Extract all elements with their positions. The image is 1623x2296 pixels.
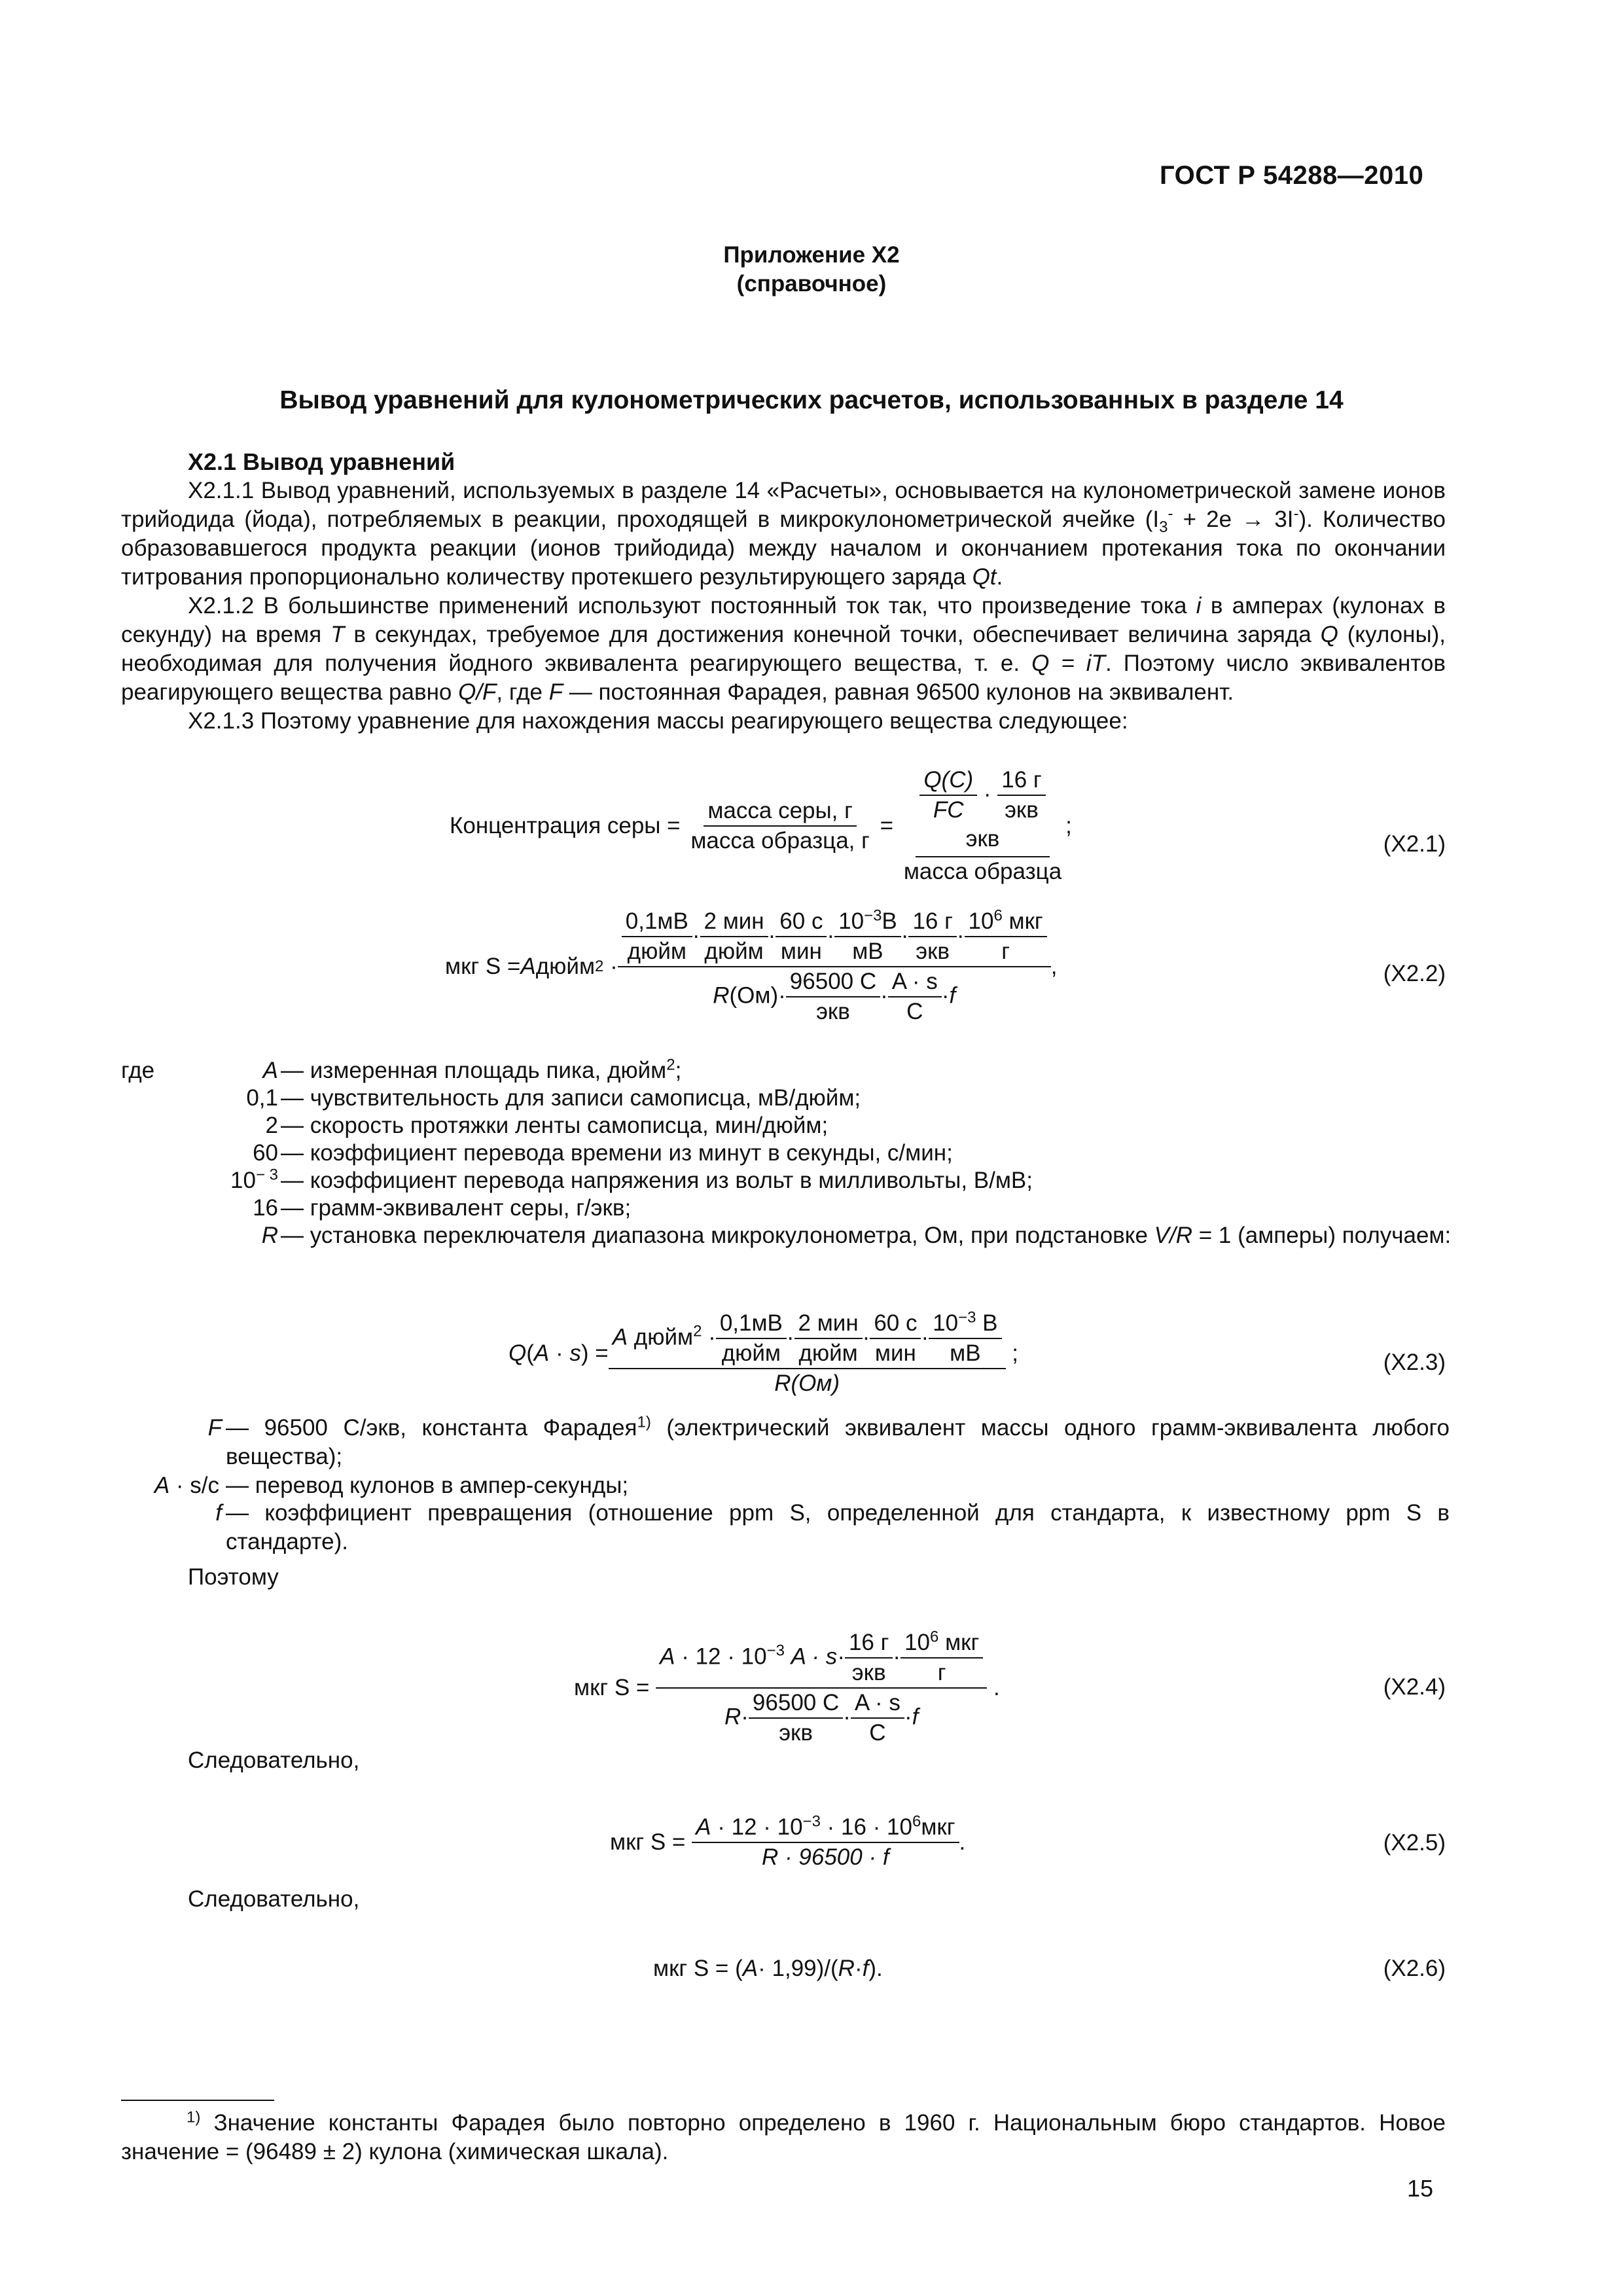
word-therefore: Поэтому bbox=[188, 1564, 279, 1590]
paragraph-x2-1-3: Х2.1.3 Поэтому уравнение для нахождения массы реагирующего вещества следующее: bbox=[188, 708, 1128, 734]
page-title: Вывод уравнений для кулонометрических расчетов, использованных в разделе 14 bbox=[279, 386, 1344, 414]
fraction-main: A дюйм$^2$ · $\frac{0,1мВ}{\text{дюйм}}$ · $\frac{\text{2 мин}}{\text{дюйм}}$ · $\frac{60 с}{\text{мин}}$ · $\frac{10^{-3} В}{мВ}$ R(Ом) bbox=[609, 1309, 1006, 1398]
annex-title: Приложение Х2 bbox=[723, 242, 900, 268]
fraction-main: $\frac{0,1мВ}{\text{дюйм}}$ · $\frac{\text{2 мин}}{\text{дюйм}}$ · $\frac{60 с}{\text{мин}}$ · $\frac{10^{-3}В}{мВ}$ · $\frac{16 г}{\text{экв}}$ · $\frac{10^6 мкг}{г}$ R(Ом)· $\frac{96500 C}{\text{экв}}$ · $\frac{A \cdot s}{C}$ ·f bbox=[618, 907, 1051, 1026]
word-consequently: Следовательно, bbox=[188, 1886, 360, 1912]
eq-lhs: Концентрация серы = bbox=[450, 813, 681, 838]
fraction-main: $\frac{A \cdot 12 \cdot 10^{-3} \cdot 16 \cdot 10^6мкг}{R \cdot 96500 \cdot f}$ bbox=[692, 1813, 959, 1872]
annex-status: (справочное) bbox=[736, 271, 887, 296]
equation-number: (X2.4) bbox=[1383, 1674, 1446, 1700]
fraction-compound: $\frac{Q(C)}{FC}$ · $\frac{16 г}{\text{экв}}$ экв масса образца bbox=[903, 767, 1062, 884]
fraction-mass: $\frac{\text{масса серы, г}}{\text{масса образца, г}}$ bbox=[690, 798, 870, 853]
equation-number: (X2.6) bbox=[1383, 1956, 1446, 1981]
equation-number: (X2.1) bbox=[1383, 831, 1446, 857]
equation-number: (X2.2) bbox=[1383, 961, 1446, 986]
footnote-separator bbox=[121, 2100, 274, 2101]
fraction-main: $A \cdot 12 \cdot 10^{-3}$ A · s· $\frac{16 г}{\text{экв}}$ · $\frac{10^6 мкг}{г}$ R· $\frac{96500 C}{\text{экв}}$ · $\frac{A \cdot s}{C}$ ·f bbox=[656, 1628, 987, 1748]
body-text bbox=[121, 476, 1446, 736]
word-consequently: Следовательно, bbox=[188, 1748, 360, 1773]
paragraph-x2-1-2: Х2.1.2 В большинстве применений используют постоянный ток так, что произведение тока i в амперах (кулонах в секунду) на время T в секундах, требуемое для достижения конечной точки, обеспечивает величина заряда Q (кулоны), необходимая для получения йодного эквивалента реагирующего вещества, т. е. Q = iT. Поэтому число эквивалентов реагирующего вещества равно Q/F, где F — постоянная Фарадея, равная 96500 кулонов на эквивалент. bbox=[121, 593, 1446, 705]
paragraph-x2-1-1: Х2.1.1 Вывод уравнений, используемых в разделе 14 «Расчеты», основывается на кулонометрической замене ионов трийодида (йода), потребляемых в реакции, проходящей в микрокулонометрической ячейке $(I_3^- + 2e \to 3I^-)$. Количество образовавшегося продукта реакции (ионов трийодида) между началом и окончанием протекания тока по окончании титрования пропорционально количеству протекшего результирующего заряда Qt. bbox=[121, 478, 1446, 590]
section-heading: Х2.1 Вывод уравнений bbox=[188, 448, 455, 475]
equation-number: (X2.5) bbox=[1383, 1830, 1446, 1856]
standard-number: ГОСТ Р 54288—2010 bbox=[1160, 161, 1424, 190]
equation-number: (X2.3) bbox=[1383, 1350, 1446, 1375]
footnote: $^{1)}$ Значение константы Фарадея было повторно определено в 1960 г. Национальным бюро стандартов. Новое значение = (96489 ± 2) кулона (химическая шкала). bbox=[121, 2108, 1446, 2164]
page-number: 15 bbox=[1407, 2175, 1434, 2202]
